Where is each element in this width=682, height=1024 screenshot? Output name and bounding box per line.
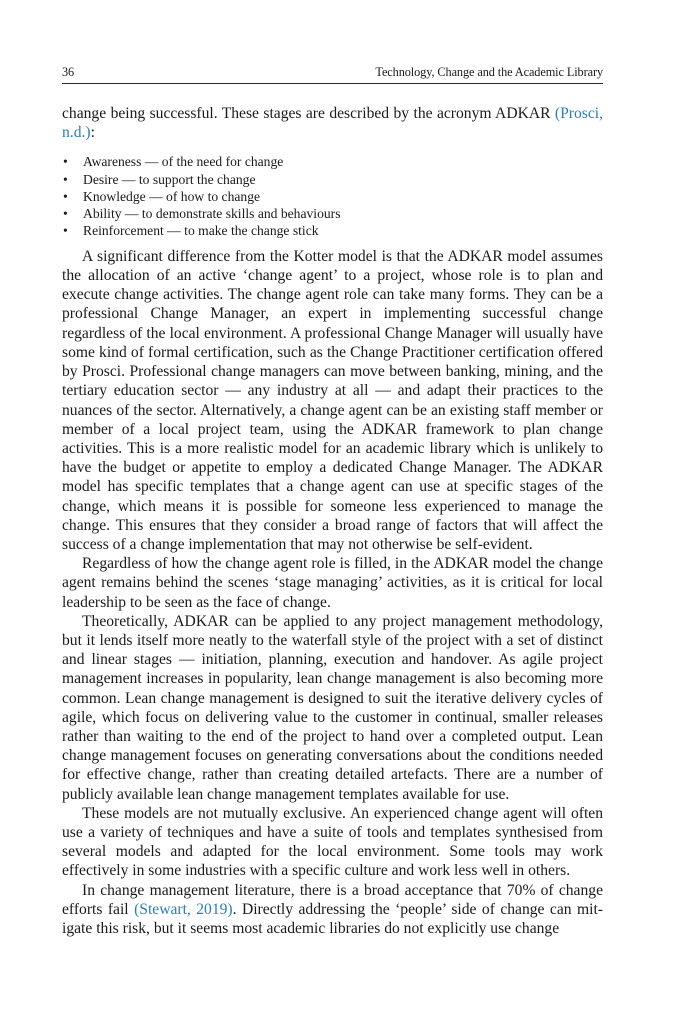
paragraph-models: These models are not mutually exclusive. An experienced change agent will often use a variety of techniques and have a suite of tools and templates synthesised from several models and adapted for the local environment. Some tools may work effectively in some industries with a specific culture and work less well in others. xyxy=(62,804,603,880)
intro-text: change being successful. These stages are described by the acronym ADKAR xyxy=(62,105,551,122)
paragraph-failure-text-end: . Directly addressing the ‘people’ side of change can mitigate this risk, but it seems most academic libraries do not explicitly use change xyxy=(62,900,603,937)
header-rule xyxy=(62,83,603,84)
list-item xyxy=(62,205,603,222)
paragraph-failure-rate xyxy=(62,881,603,939)
list-item xyxy=(62,188,603,205)
paragraph-lean-change: Theoretically, ADKAR can be applied to any project management methodology, but it lends itself more neatly to the waterfall style of the project with a set of distinct and linear stages — initiation, planning, execution and handover. As agile project management increases in popularity, lean change management is also becoming more common. Lean change management is designed to suit the iterative delivery cycles of agile, which focus on delivering value to the customer in continual, smaller releases rather than waiting to the end of the project to hand over a completed output. Lean change management focuses on generating conversations about the conditions needed for effective change, rather than creating detailed artefacts. There are a number of publicly available lean change management templates available for use. xyxy=(62,612,603,803)
list-item-text: Desire — to support the change xyxy=(83,171,256,187)
bullet-icon: • xyxy=(63,154,68,170)
intro-suffix: : xyxy=(90,124,95,142)
citation-stewart[interactable]: (Stewart, 2019) xyxy=(134,900,233,918)
bullet-icon: • xyxy=(63,188,68,204)
list-item xyxy=(62,222,603,239)
body-text xyxy=(62,104,603,938)
paragraph-change-agent: A significant difference from the Kotter model is that the ADKAR model assumes the allocation of an active ‘change agent’ to a project, whose role is to plan and execute change activities. The change agent role can take many forms. They can be a professional Change Manager, an expert in implementing successful change regardless of the local environment. A professional Change Manager will usually have some kind of formal certification, such as the Change Practitioner certification offered by Prosci. Professional change managers can move between banking, mining, and the tertiary education sector — any industry at all — and adapt their practices to the nuances of the sector. Alternatively, a change agent can be an existing staff member or member of a local project team, using the ADKAR framework to plan change activities. This is a more realistic model for an academic library which is unlikely to have the budget or appetite to employ a dedicated Change Manager. The ADKAR model has specific templates that a change agent can use at specific stages of the change, which means it is possible for someone less experienced to manage the change. This ensures that they consider a broad range of factors that will affect the success of a change implementation that may not otherwise be self-evident. xyxy=(62,247,603,553)
paragraph-behind-scenes: Regardless of how the change agent role is filled, in the ADKAR model the change agent remains behind the scenes ‘stage managing’ activities, as it is critical for local leadership to be seen as the face of change. xyxy=(62,555,603,611)
list-item xyxy=(62,153,603,170)
paragraph-failure-text: In change management literature, there is a broad acceptance that 70% of change efforts fail xyxy=(62,881,603,918)
list-item xyxy=(62,171,603,188)
list-item-text: Reinforcement — to make the change stick xyxy=(83,222,319,238)
running-header xyxy=(62,63,603,83)
intro-paragraph xyxy=(62,104,603,142)
list-item-text: Awareness — of the need for change xyxy=(83,154,284,170)
bullet-icon: • xyxy=(63,222,68,238)
citation-prosci[interactable]: (Prosci, n.d.) xyxy=(62,105,603,142)
page-number: 36 xyxy=(62,65,75,79)
list-item-text: Knowledge — of how to change xyxy=(83,188,261,204)
running-title: Technology, Change and the Academic Library xyxy=(375,65,603,79)
adkar-list xyxy=(62,153,603,238)
bullet-icon: • xyxy=(63,171,68,187)
list-item-text: Ability — to demonstrate skills and behaviours xyxy=(83,205,341,221)
bullet-icon: • xyxy=(63,205,68,221)
